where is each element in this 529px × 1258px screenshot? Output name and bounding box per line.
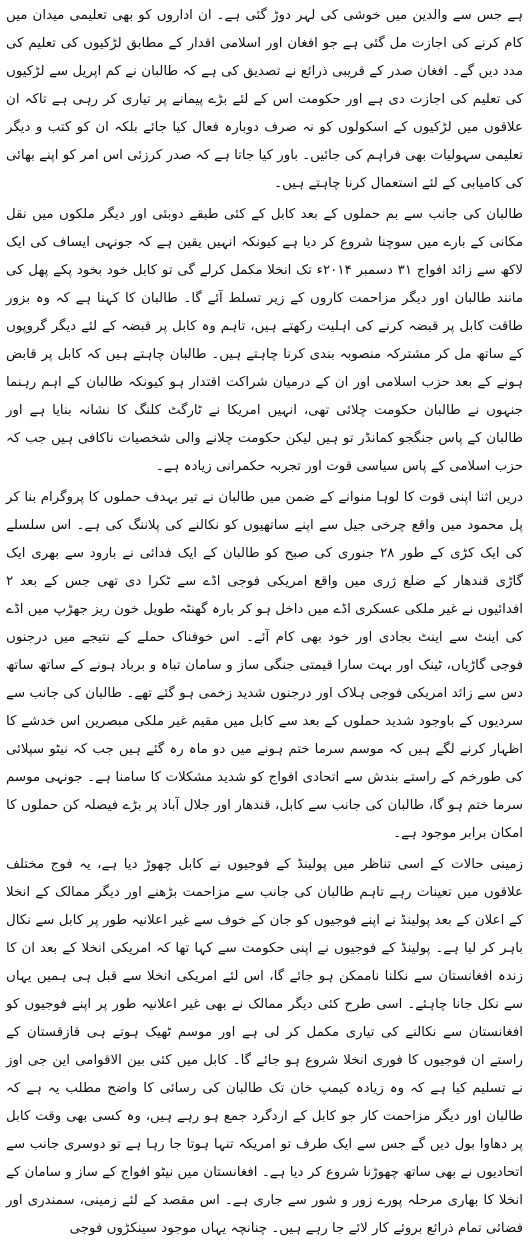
article-paragraph: ہے جس سے والدین میں خوشی کی لہر دوڑ گئی ہے۔ ان اداروں کو بھی تعلیمی میدان میں کام کرنے کی اجازت مل گئی ہے جو افغان اور اسلامی اقدار کے مطابق لڑکیوں کی تعلیم کی مدد دیں گے۔ افغان صدر کے قریبی ذرائع نے تصدیق کی ہے کہ طالبان نے کم اپریل سے لڑکیوں کی تعلیم کی اجازت دی ہے اور حکومت اس کے لئے بڑے پیمانے پر تیاری کر رہی ہے تاکہ ان علاقوں میں لڑکیوں کے اسکولوں کو نہ صرف دوبارہ فعال کیا جائے بلکہ ان کو کتب و دیگر تعلیمی سہولیات بھی فراہم کی جائیں۔ باور کیا جاتا ہے کہ صدر کرزئی اس امر کو اپنے بھائی کی کامیابی کے لئے استعمال کرنا چاہتے ہیں۔ [6, 8, 523, 191]
article-paragraph: دریں اثنا اپنی قوت کا لوہا منوانے کے ضمن میں طالبان نے تیر بہدف حملوں کا پروگرام بنا کر پل محمود میں واقع چرخی جیل سے اپنے ساتھیوں کو نکالنے کی پلاننگ کی ہے۔ اس سلسلے کی ایک کڑی کے طور ۲۸ جنوری کی صبح کو طالبان کے ایک فدائی نے بارود سے بھری ایک گاڑی قندھار کے ضلع ژری میں واقع امریکی فوجی اڈے سے ٹکرا دی تھی جس کے بعد ۲ افدائیوں نے غیر ملکی عسکری اڈے میں داخل ہو کر بارہ گھنٹہ طویل خون ریز جھڑپ میں اڈے کی اینٹ سے اینٹ بجادی اور خود بھی کام آئے۔ اس خوفناک حملے کے نتیجے میں درجنوں فوجی گاڑیاں، ٹینک اور بہت سارا قیمتی جنگی ساز و سامان تباہ و برباد ہونے کے ساتھ ساتھ دس سے زائد امریکی فوجی ہلاک اور درجنوں شدید زخمی ہو گئے تھے۔ طالبان کی جانب سے سردیوں کے باوجود شدید حملوں کے بعد سے کابل میں مقیم غیر ملکی مبصرین اس خدشے کا اظہار کرنے لگے ہیں کہ موسم سرما ختم ہونے میں دو ماہ رہ گئے ہیں جب کہ نیٹو سپلائی کی طورخم کے راستے بندش سے اتحادی افواج کو شدید مشکلات کا سامنا ہے۔ جونہی موسم سرما ختم ہو گا، طالبان کی جانب سے کابل، قندھار اور جلال آباد پر بڑے فیصلہ کن حملوں کا امکان برابر موجود ہے۔ [6, 490, 523, 841]
article-paragraph: طالبان کی جانب سے بم حملوں کے بعد کابل کے کئی طبقے دوبئی اور دیگر ملکوں میں نقل مکانی کے بارے میں سوچنا شروع کر دیا ہے کیونکہ انہیں یقین ہے کہ جونہی ایساف کی ایک لاکھ سے زائد افواج ۳۱ دسمبر ۲۰۱۴ء تک انخلا مکمل کرلے گی تو کابل خود بخود پکے پھل کی مانند طالبان اور دیگر مزاحمت کاروں کے زیر تسلط آئے گا۔ طالبان کا کہنا ہے کہ وہ بزور طاقت کابل پر قبضہ کرنے کی اہلیت رکھتے ہیں، تاہم وہ کابل پر قبضہ کے لئے دیگر گروپوں کے ساتھ مل کر مشترکہ منصوبہ بندی کرنا چاہتے ہیں۔ طالبان چاہتے ہیں کہ کابل پر قابض ہونے کے بعد حزب اسلامی اور ان کے درمیان شراکت اقتدار ہو کیونکہ طالبان کے اہم رہنما جنہوں نے طالبان حکومت چلائی تھی، انہیں امریکا نے ٹارگٹ کلنگ کا نشانہ بنایا ہے اور طالبان کے پاس جنگجو کمانڈر تو ہیں لیکن حکومت چلانے والی شخصیات ناکافی ہیں جب کہ حزب اسلامی کے پاس سیاسی قوت اور تجربہ حکمرانی زیادہ ہے۔ [6, 207, 524, 474]
article-paragraph: زمینی حالات کے اسی تناظر میں پولینڈ کے فوجیوں نے کابل چھوڑ دیا ہے، یہ فوج مختلف علاقوں میں تعینات رہے تاہم طالبان کی جانب سے مزاحمت بڑھنے اور دیگر ممالک کے انخلا کے اعلان کے بعد پولینڈ نے اپنے فوجیوں کو جان کے خوف سے غیر اعلانیہ طور پر کابل سے نکال باہر کر لیا ہے۔ پولینڈ کے فوجیوں نے اپنی حکومت سے کہا تھا کہ امریکی انخلا کے بعد ان کا زندہ افغانستان سے نکلنا ناممکن ہو جائے گا، اس لئے امریکی انخلا سے قبل ہی ہمیں یہاں سے نکل جانا چاہئے۔ اسی طرح کئی دیگر ممالک نے بھی غیر اعلانیہ طور پر اپنے فوجیوں کو افغانستان سے نکالنے کی تیاری مکمل کر لی ہے اور موسم ٹھیک ہوتے ہی قازقستان کے راستے ان فوجیوں کا فوری انخلا شروع ہو جائے گا۔ کابل میں کئی بین الاقوامی این جی اوز نے تسلیم کیا ہے کہ وہ زیادہ کیمپ خان تک طالبان کی رسائی کا واضح مطلب یہ ہے کہ طالبان اور دیگر مزاحمت کار جو کابل کے اردگرد جمع ہو رہے ہیں، وہ کسی بھی وقت کابل پر دھاوا بول دیں گے جس سے ایک طرف تو امریکہ تنہا ہوتا جا رہا ہے تو دوسری جانب سے اتحادیوں نے بھی ساتھ چھوڑنا شروع کر دیا ہے۔ افغانستان میں نیٹو افواج کے ساز و سامان کے انخلا کا بھاری مرحلہ پورے زور و شور سے جاری ہے۔ اس مقصد کے لئے زمینی، سمندری اور فضائی تمام ذرائع بروئے کار لائے جا رہے ہیں۔ چنانچہ یہاں موجود سینکڑوں فوجی [6, 857, 523, 1236]
